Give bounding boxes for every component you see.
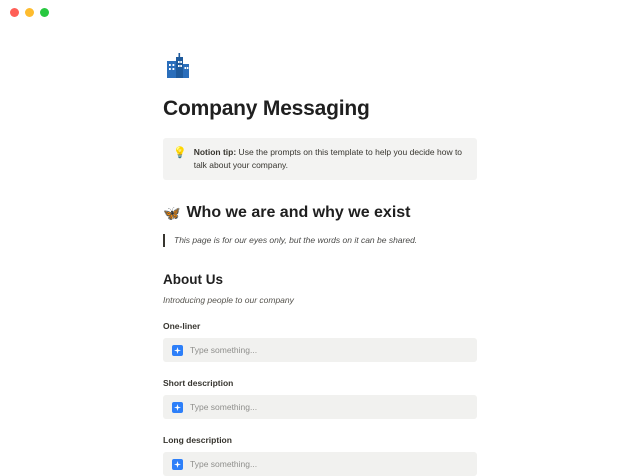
document-content <box>0 52 640 476</box>
window-maximize-button[interactable] <box>40 8 49 17</box>
section-heading <box>163 202 477 224</box>
callout-label: Notion tip: <box>193 147 237 157</box>
field-long-description[interactable] <box>163 452 477 476</box>
ai-sparkle-icon <box>172 402 183 413</box>
section-heading-text: Who we are and why we exist <box>186 204 411 221</box>
field-label-long-description: Long description <box>163 435 232 445</box>
about-subtitle: Introducing people to our company <box>163 295 294 305</box>
field-one-liner-placeholder: Type something... <box>190 345 258 355</box>
field-long-description-placeholder: Type something... <box>190 459 258 469</box>
field-label-short-description: Short description <box>163 378 234 388</box>
about-heading: About Us <box>163 272 223 287</box>
field-short-description-placeholder: Type something... <box>190 402 258 412</box>
ai-sparkle-icon <box>172 345 183 356</box>
ai-sparkle-icon <box>172 459 183 470</box>
page-title: Company Messaging <box>163 97 370 120</box>
butterfly-icon: 🦋 <box>163 205 181 221</box>
callout-text <box>194 146 467 172</box>
field-short-description[interactable] <box>163 395 477 419</box>
window-close-button[interactable] <box>10 8 19 17</box>
light-bulb-icon: 💡 <box>173 147 187 159</box>
callout-body: Use the prompts on this template to help you decide how to talk about your company. <box>193 147 463 170</box>
callout-tip <box>163 138 477 180</box>
field-one-liner[interactable] <box>163 338 477 362</box>
window-titlebar <box>0 0 640 24</box>
field-label-one-liner: One-liner <box>163 321 201 331</box>
document-page <box>0 52 640 476</box>
window-minimize-button[interactable] <box>25 8 34 17</box>
office-building-icon <box>163 52 193 82</box>
section-quote: This page is for our eyes only, but the words on it can be shared. <box>163 234 477 247</box>
